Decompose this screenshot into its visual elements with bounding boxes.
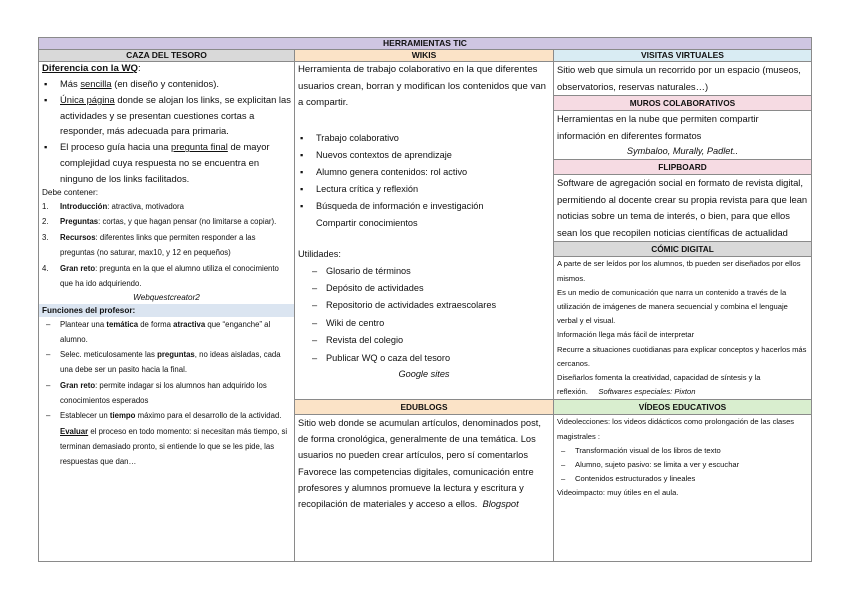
features-tail: Compartir conocimientos — [316, 217, 418, 228]
diff-underline: Única página — [60, 93, 115, 105]
func-bold: tiempo — [109, 411, 136, 421]
part-text: : pregunta en la que el alumno utiliza el conocimiento que ha ido adquiriendo. — [60, 263, 279, 289]
func-text: , no ideas aisladas, cada una debe ser un pasito hacia la final. — [60, 350, 281, 375]
feature-item: ▪ Búsqueda de información e investigación — [298, 198, 550, 215]
edublogs-header: EDUBLOGS — [295, 400, 553, 415]
diff-list — [42, 76, 291, 187]
video-item: – Alumno, sujeto pasivo: se limita a ver y escuchar — [557, 458, 808, 472]
feature-item: ▪ Lectura crítica y reflexión — [298, 181, 550, 198]
tools-table — [38, 37, 812, 562]
videos-list — [557, 444, 808, 487]
caza-header: CAZA DEL TESORO — [39, 50, 295, 62]
parts-list — [42, 199, 291, 292]
part-item — [42, 230, 291, 261]
part-text: : cortas, y que hagan pensar (no limitarse a copiar). — [98, 217, 277, 227]
use-item: – Depósito de actividades — [308, 280, 550, 297]
comic-line: A parte de ser leídos por los alumnos, tb pueden ser diseñados por ellos mismos. — [557, 259, 801, 283]
diff-text: (en diseño y contenidos). — [111, 78, 219, 89]
comic-tool: Softwares especiales: Pixton — [598, 387, 696, 397]
videos-outro: Videoimpacto: muy útiles en el aula. — [557, 488, 679, 498]
edublogs-cell — [295, 400, 554, 562]
muros-desc: Herramientas en la nube que permiten compartir información en diferentes formatos — [557, 113, 759, 141]
func-bold: atractiva — [173, 319, 206, 329]
comic-line-text: Diseñarlos fomenta la creatividad, capacidad de síntesis y la reflexión. — [557, 373, 761, 397]
part-item — [42, 199, 291, 215]
comic-line: Información llega más fácil de interpretar — [557, 330, 695, 340]
comic-header: CÓMIC DIGITAL — [554, 241, 811, 257]
part-item — [42, 214, 291, 230]
part-bold: Gran reto — [60, 263, 96, 273]
edublogs-body — [298, 415, 550, 512]
right-cell — [554, 62, 812, 562]
func-text: el proceso en todo momento: si necesitan más tiempo, si terminan demasiado pronto, si entiende lo que se les pide, las respuestas que dan… — [60, 426, 288, 467]
func-bold: temática — [106, 319, 139, 329]
func-bold: preguntas — [157, 350, 195, 360]
part-bold: Introducción — [60, 201, 108, 211]
videos-intro: Videolecciones: los videos didácticos como prolongación de las clases magistrales : — [557, 417, 795, 441]
caza-cell — [39, 62, 295, 562]
video-item: – Transformación visual de los libros de texto — [557, 444, 808, 458]
func-bold: Gran reto — [60, 380, 96, 390]
utilidades-label: Utilidades: — [298, 248, 341, 259]
use-item: – Wiki de centro — [308, 315, 550, 332]
func-text: Plantear una — [60, 319, 107, 329]
funciones-colon: : — [132, 305, 136, 315]
func-text: máximo para el desarrollo de la actividad. — [135, 411, 282, 421]
edublogs-desc: Sitio web donde se acumulan artículos, denominados post, de forma cronológica, generalmente de una temática. Los usuarios no pueden crear artículos, pero sí comentarlos Favorece las competencias digitales, comunicación entre profesores y alumnos promueve la lectura y escritura y recopilación de materiales y acceso a ellos. — [298, 418, 541, 510]
edublogs-tool: Blogspot — [482, 499, 519, 510]
visitas-header: VISITAS VIRTUALES — [554, 50, 812, 62]
muros-header: MUROS COLABORATIVOS — [554, 95, 811, 111]
diff-text: donde se alojan los links, se explicitan las actividades y se presentan cuestiones cortas a responder, más adecuada para primaria. — [60, 93, 291, 137]
part-number: 2. — [42, 217, 49, 227]
comic-body — [557, 257, 808, 399]
funcion-item — [42, 408, 291, 469]
comic-line-last — [557, 371, 808, 399]
page-title: HERRAMIENTAS TIC — [39, 38, 812, 50]
diff-underline: sencilla — [80, 78, 112, 89]
comic-line: Es un medio de comunicación que narra un contenido a través de la utilización de imágenes de manera secuencial y combina el lenguaje verbal y el visual. — [557, 287, 788, 326]
flipboard-header: FLIPBOARD — [554, 159, 811, 175]
tic-tools-page — [38, 37, 811, 560]
part-number: 4. — [42, 263, 49, 273]
feature-item: ▪ Trabajo colaborativo — [298, 130, 550, 147]
func-text: Establecer un — [60, 411, 110, 421]
funciones-title: Funciones del profesor — [42, 305, 133, 315]
func-bold: Evaluar — [60, 426, 89, 436]
func-text: : permite indagar si los alumnos han adquirido los conocimientos esperados — [60, 380, 267, 406]
part-number: 1. — [42, 201, 49, 211]
diff-colon: : — [137, 63, 141, 74]
diff-underline: pregunta final — [171, 141, 228, 153]
part-number: 3. — [42, 232, 49, 242]
wikis-tool: Google sites — [398, 368, 450, 379]
diff-item — [42, 76, 291, 92]
part-text: : diferentes links que permiten responder a las preguntas (no saturar, max10, y 12 en pequeños) — [60, 232, 256, 258]
use-item: – Glosario de términos — [308, 263, 550, 280]
diff-text: Más — [60, 78, 81, 89]
use-item: – Repositorio de actividades extraescolares — [308, 297, 550, 314]
diff-title: Diferencia con la WQ — [42, 63, 138, 74]
muros-tools: Symbaloo, Murally, Padlet.. — [626, 146, 739, 156]
diff-item — [42, 92, 291, 139]
videos-body — [557, 415, 808, 500]
funciones-list — [42, 317, 291, 470]
visitas-desc: Sitio web que simula un recorrido por un espacio (museos, observatorios, reservas naturales…) — [557, 64, 801, 92]
part-text: : atractiva, motivadora — [107, 201, 184, 211]
feature-item: ▪ Alumno genera contenidos: rol activo — [298, 164, 550, 181]
use-item: – Publicar WQ o caza del tesoro — [308, 350, 550, 367]
flipboard-desc: Software de agregación social en formato de revista digital, permitiendo al docente crear su propia revista para que lean noticias sobre un tema de interés, o bien, para que ellos sean los que recopilen noticias científicas de actualidad — [557, 177, 808, 238]
diff-text: de mayor complejidad cuya respuesta no se encuentra en ninguno de los links facilitados. — [60, 141, 270, 184]
wikis-header: WIKIS — [295, 50, 554, 62]
func-text: que “enganche” al alumno. — [60, 319, 271, 344]
wikis-cell — [295, 62, 554, 400]
funcion-item — [42, 378, 291, 409]
diff-text: El proceso guía hacia una — [60, 141, 172, 153]
part-item — [42, 261, 291, 292]
feature-item: ▪ Nuevos contextos de aprendizaje — [298, 147, 550, 164]
video-item: – Contenidos estructurados y lineales — [557, 472, 808, 486]
part-bold: Preguntas — [60, 217, 99, 227]
comic-line: Recurre a situaciones cuotidianas para explicar conceptos y hacerlos más cercanos. — [557, 344, 807, 368]
use-item: – Revista del colegio — [308, 332, 550, 349]
videos-header: VÍDEOS EDUCATIVOS — [554, 399, 811, 415]
diff-item — [42, 139, 291, 186]
func-text: de forma — [138, 319, 174, 329]
debe-contener: Debe contener: — [42, 187, 98, 197]
diff-heading — [42, 62, 291, 76]
wikis-desc: Herramienta de trabajo colaborativo en la que diferentes usuarios crean, borran y modifican los contenidos que van a compartir. — [298, 64, 546, 108]
wikis-uses — [298, 263, 550, 367]
func-text: Selec. meticulosamente las — [60, 350, 158, 360]
funciones-heading — [39, 304, 294, 317]
caza-tool: Webquestcreator2 — [133, 292, 200, 302]
funcion-item — [42, 317, 291, 348]
wikis-features — [298, 130, 550, 215]
part-bold: Recursos — [60, 232, 96, 242]
funcion-item — [42, 347, 291, 378]
